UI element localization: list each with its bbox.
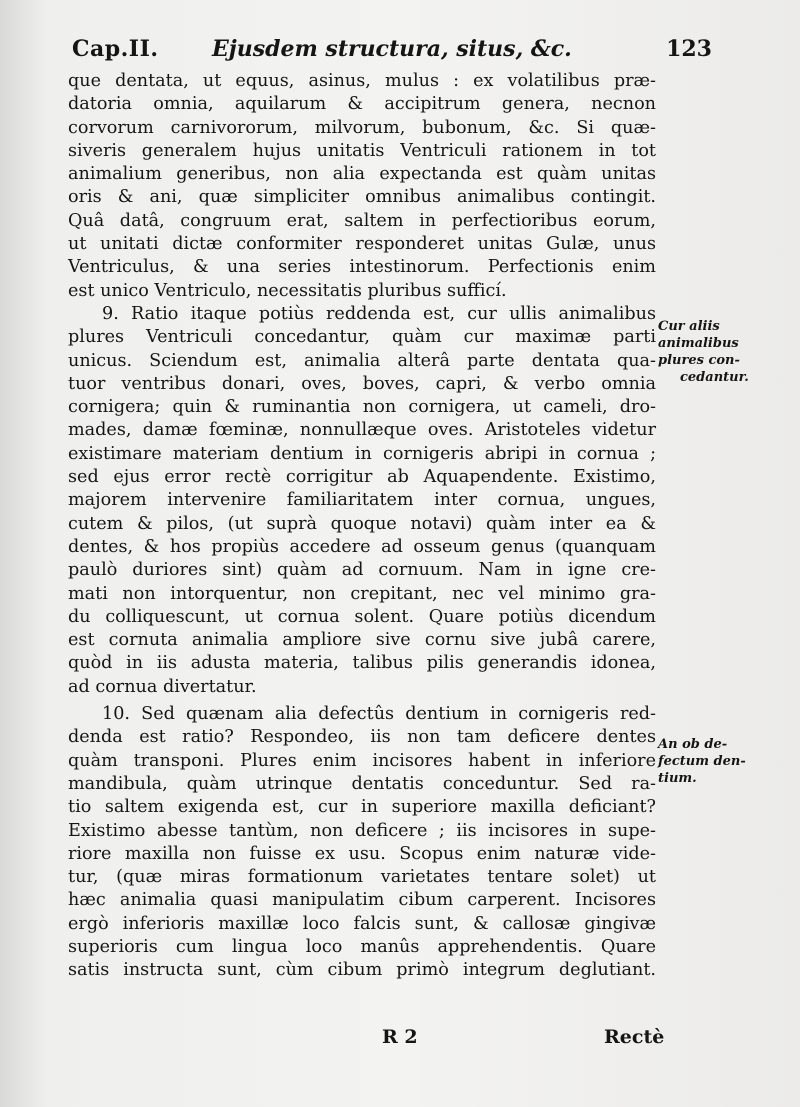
margin-note-line: cedantur. xyxy=(680,370,749,385)
text-line: est cornuta animalia ampliore sive cornu sive jubâ carere, xyxy=(68,630,656,651)
catchword: Rectè xyxy=(604,1026,665,1048)
margin-note-line: plures con- xyxy=(658,353,740,368)
text-line: ut unitati dictæ conformiter responderet unitas Gulæ, unus xyxy=(68,234,656,255)
text-line: Ventriculus, & una series intestinorum. Perfectionis enim xyxy=(68,257,656,278)
margin-note-line: An ob de- xyxy=(658,737,728,752)
text-line: quàm transponi. Plures enim incisores habent in inferiore xyxy=(68,750,656,771)
text-line: animalium generibus, non alia expectanda est quàm unitas xyxy=(68,164,656,185)
text-line: mandibula, quàm utrinque dentatis conceduntur. Sed ra- xyxy=(68,773,656,794)
margin-note-defectum-dentium xyxy=(658,736,798,787)
text-line: 10. Sed quænam alia defectûs dentium in cornigeris red- xyxy=(102,704,656,725)
text-line: est unico Ventriculo, necessitatis pluribus sufficí. xyxy=(68,280,507,301)
text-line: corvorum carnivororum, milvorum, bubonum, &c. Si quæ- xyxy=(68,117,656,138)
text-line: tur, (quæ miras formationum varietates tentare solet) ut xyxy=(68,867,656,888)
text-line: tuor ventribus donari, oves, boves, capri, & verbo omnia xyxy=(68,373,656,394)
page-number: 123 xyxy=(666,36,712,62)
margin-note-line: tium. xyxy=(658,771,697,786)
running-header xyxy=(72,32,712,72)
text-line: majorem intervenire familiaritatem inter cornua, ungues, xyxy=(68,490,656,511)
margin-note-line: animalibus xyxy=(658,336,739,351)
running-title: Ejusdem structura, situs, &c. xyxy=(212,36,572,62)
text-line: sed ejus error rectè corrigitur ab Aquapendente. Existimo, xyxy=(68,467,656,488)
text-line: siveris generalem hujus unitatis Ventriculi rationem in tot xyxy=(68,140,656,161)
text-line: quòd in iis adusta materia, talibus pilis generandis idonea, xyxy=(68,653,656,674)
signature-mark: R 2 xyxy=(382,1026,418,1048)
text-line: cutem & pilos, (ut suprà quoque notavi) quàm inter ea & xyxy=(68,513,656,534)
text-line: existimare materiam dentium in cornigeris abripi in cornua ; xyxy=(68,443,656,464)
text-line: plures Ventriculi concedantur, quàm cur maximæ parti xyxy=(68,327,656,348)
margin-note-plures-ventriculi xyxy=(658,318,798,386)
text-line: dentes, & hos propiùs accedere ad osseum genus (quanquam xyxy=(68,536,656,557)
text-line: ergò inferioris maxillæ loco falcis sunt, & callosæ gingivæ xyxy=(68,913,656,934)
chapter-label: Cap.II. xyxy=(72,36,159,62)
main-text xyxy=(68,70,656,983)
text-line: denda est ratio? Respondeo, iis non tam deficere dentes xyxy=(68,727,656,748)
text-line: superioris cum lingua loco manûs apprehendentis. Quare xyxy=(68,936,656,957)
text-line: cornigera; quin & ruminantia non cornigera, ut cameli, dro- xyxy=(68,397,656,418)
page-footer xyxy=(0,1022,800,1052)
margin-note-line: fectum den- xyxy=(658,754,746,769)
text-line: unicus. Sciendum est, animalia alterâ parte dentata qua- xyxy=(68,350,656,371)
text-line: Quâ datâ, congruum erat, saltem in perfectioribus eorum, xyxy=(68,210,656,231)
text-line: du colliquescunt, ut cornua solent. Quare potiùs dicendum xyxy=(68,606,656,627)
text-line: Existimo abesse tantùm, non deficere ; iis incisores in supe- xyxy=(68,820,656,841)
text-line: ad cornua divertatur. xyxy=(68,676,257,697)
text-line: paulò duriores sint) quàm ad cornuum. Nam in igne cre- xyxy=(68,560,656,581)
text-line: mades, damæ fœminæ, nonnullæque oves. Aristoteles videtur xyxy=(68,420,656,441)
text-line: mati non intorquentur, non crepitant, nec vel minimo gra- xyxy=(68,583,656,604)
text-line: hæc animalia quasi manipulatim cibum carperent. Incisores xyxy=(68,890,656,911)
text-line: riore maxilla non fuisse ex usu. Scopus enim naturæ vide- xyxy=(68,843,656,864)
text-line: oris & ani, quæ simpliciter omnibus animalibus contingit. xyxy=(68,187,656,208)
text-line: tio saltem exigenda est, cur in superiore maxilla deficiant? xyxy=(68,797,656,818)
text-line: 9. Ratio itaque potiùs reddenda est, cur ullis animalibus xyxy=(102,303,656,324)
text-line: que dentata, ut equus, asinus, mulus : ex volatilibus præ- xyxy=(68,71,656,91)
text-line: datoria omnia, aquilarum & accipitrum genera, necnon xyxy=(68,94,656,115)
margin-note-line: Cur aliis xyxy=(658,319,720,334)
text-line: satis instructa sunt, cùm cibum primò integrum deglutiant. xyxy=(68,960,656,981)
